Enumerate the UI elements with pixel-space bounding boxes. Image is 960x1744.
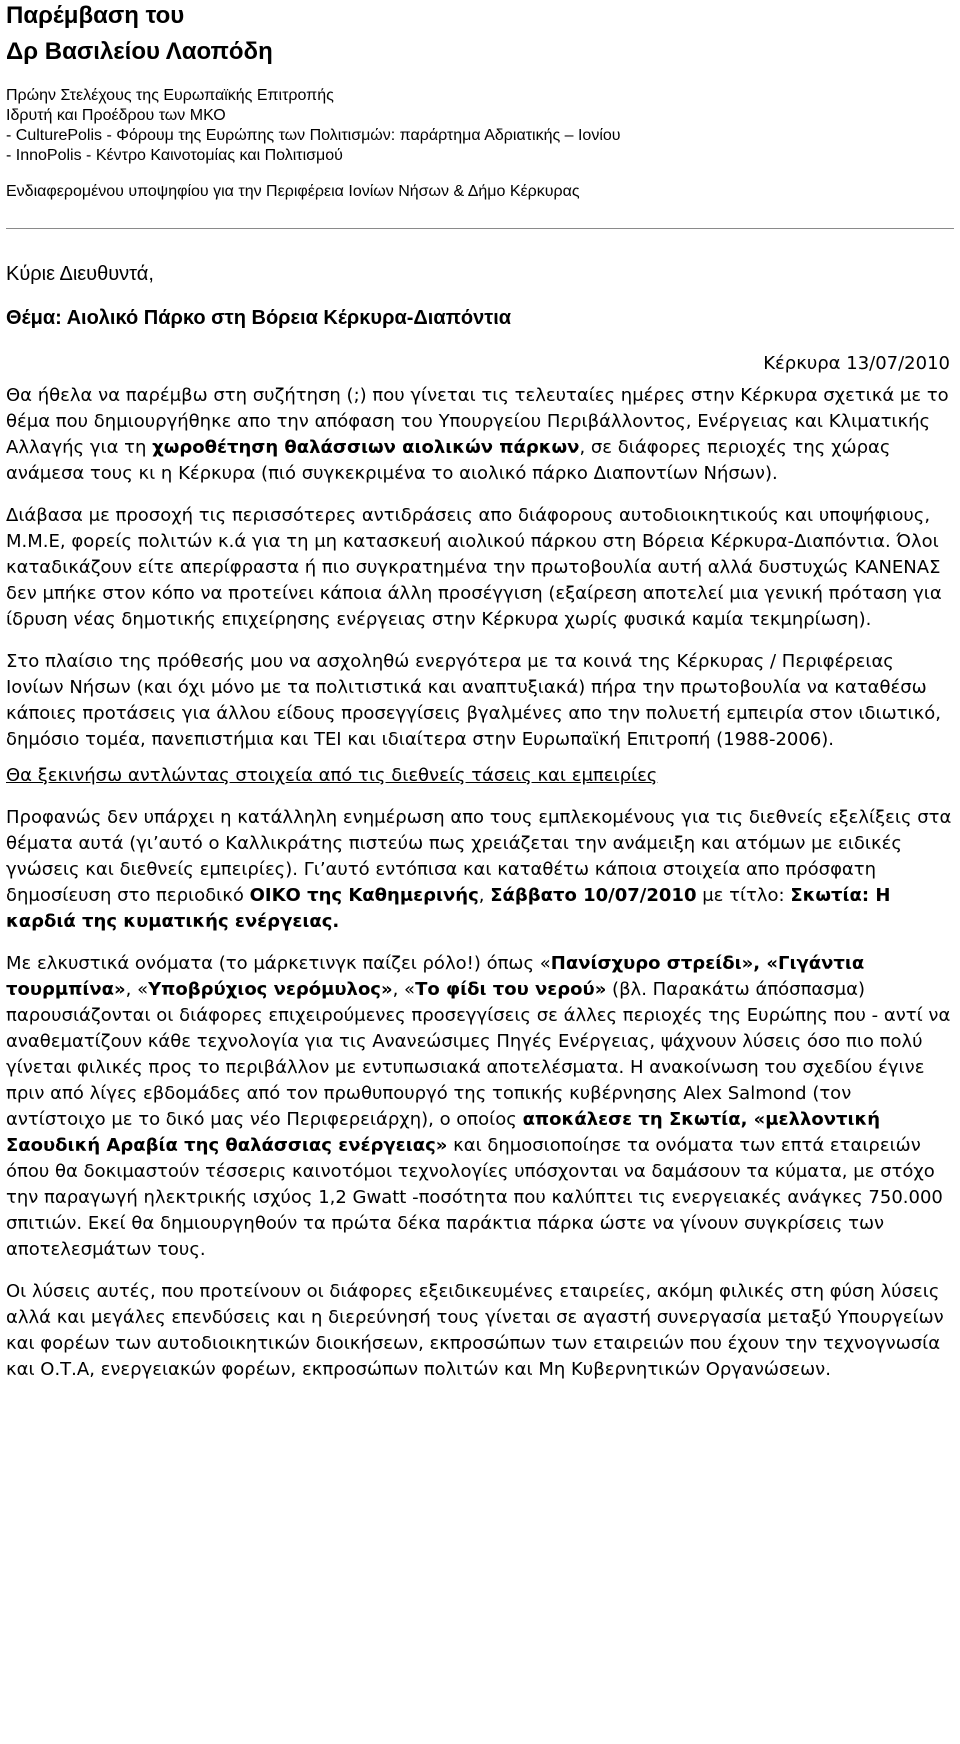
candidate-interest: Ενδιαφερομένου υποψηφίου για την Περιφέρεια Ιονίων Νήσων & Δήμο Κέρκυρας xyxy=(6,183,580,200)
bold-phrase: Το φίδι του νερού» xyxy=(415,979,607,1000)
section-heading: Θα ξεκινήσω αντλώντας στοιχεία από τις διεθνείς τάσεις και εμπειρίες xyxy=(6,765,658,786)
bold-phrase: Σκωτία: Η καρδιά της κυματικής ενέργειας. xyxy=(6,885,891,932)
role-line: Πρώην Στελέχους της Ευρωπαϊκής Επιτροπής xyxy=(6,87,334,104)
header-divider xyxy=(6,228,954,229)
bold-phrase: ΟΙΚΟ της Καθημερινής xyxy=(249,885,479,906)
bold-phrase: αποκάλεσε τη Σκωτία, «μελλοντική Σαουδική Αραβία της θαλάσσιας ενέργειας» xyxy=(6,1109,881,1156)
document-page xyxy=(6,0,954,1383)
bold-phrase: Σάββατο 10/07/2010 xyxy=(490,885,697,906)
role-line: Ιδρυτή και Προέδρου των ΜΚΟ xyxy=(6,107,226,124)
paragraph-initiative: Στο πλαίσιο της πρόθεσής μου να ασχοληθώ ενεργότερα με τα κοινά της Κέρκυρας / Περιφέρειας Ιονίων Νήσων (και όχι μόνο με τα πολιτιστικά και αναπτυξιακά) πήρα την πρωτοβουλία να καταθέσω κάποιες προτάσεις για άλλου είδους προσεγγίσεις βγαλμένες απο την πολυετή εμπειρία στον ιδιωτικό, δημόσιο τομέα, πανεπιστήμια και ΤΕΙ και ιδιαίτερα στην Ευρωπαϊκή Επιτροπή (1988-2006). xyxy=(6,651,941,750)
title-line-1: Παρέμβαση του xyxy=(6,2,185,29)
paragraph-intro: Θα ήθελα να παρέμβω στη συζήτηση (;) που γίνεται τις τελευταίες ημέρες στην Κέρκυρα σχετικά με το θέμα που δημιουργήθηκε απο την απόφαση του Υπουργείου Περιβάλλοντος, Ενέργειας και Κλιματικής Αλλαγής για τη χωροθέτηση θαλάσσιων αιολικών πάρκων, σε διάφορες περιοχές της χώρας ανάμεσα τους κι η Κέρκυρα (πιό συγκεκριμένα το αιολικό πάρκο Διαποντίων Νήσων). xyxy=(6,385,949,484)
letter-subject: Θέμα: Αιολικό Πάρκο στη Βόρεια Κέρκυρα-Διαπόντια xyxy=(6,307,512,329)
bold-phrase: Πανίσχυρο στρείδι», «Γιγάντια τουρμπίνα» xyxy=(6,953,865,1000)
paragraph-reactions: Διάβασα με προσοχή τις περισσότερες αντιδράσεις απο διάφορους αυτοδιοικητικούς και υποψήφιους, Μ.Μ.Ε, φορείς πολιτών κ.ά για τη μη κατασκευή αιολικού πάρκου στη Βόρεια Κέρκυρα-Διαπόντια. Όλοι καταδικάζουν είτε απερίφραστα ή πιο συγκρατημένα την πρωτοβουλία αυτή αλλά δυστυχώς ΚΑΝΕΝΑΣ δεν μπήκε στον κόπο να προτείνει κάποια άλλη προσέγγιση (εξαίρεση αποτελεί μια γενική πρόταση για ίδρυση νέας δημοτικής επιχείρησης ενέργειας στην Κέρκυρα χωρίς φυσικά καμία τεκμηρίωση). xyxy=(6,505,942,630)
paragraph-scotland: Με ελκυστικά ονόματα (το μάρκετινγκ παίζει ρόλο!) όπως «Πανίσχυρο στρείδι», «Γιγάντια τουρμπίνα», «Υποβρύχιος νερόμυλος», «Το φίδι του νερού» (βλ. Παρακάτω άπόσπασμα) παρουσιάζονται οι διάφορες επιχειρούμενες προσεγγίσεις σε άλλες περιοχές της Ευρώπης που - αντί να αναθεματίζουν κάθε τεχνολογία για τις Ανανεώσιμες Πηγές Ενέργειας, ψάχνουν λύσεις όσο πιο πολύ γίνεται φιλικές προς το περιβάλλον με εντυπωσιακά αποτελέσματα. Η ανακοίνωση του σχεδίου έγινε πριν από λίγες εβδομάδες από τον πρωθυπουργό της τοπικής κυβέρνησης Alex Salmond (τον αντίστοιχο με το δικό μας νέο Περιφερειάρχη), ο οποίος αποκάλεσε τη Σκωτία, «μελλοντική Σαουδική Αραβία της θαλάσσιας ενέργειας» και δημοσιοποίησε τα ονόματα των επτά εταιρειών όπου θα δοκιμαστούν τέσσερις καινοτόμοι τεχνολογίες υπόσχονται να δαμάσουν τα κύματα, με στόχο την παραγωγή ηλεκτρικής ισχύος 1,2 Gwatt -ποσότητα που καλύπτει τις ενεργειακές ανάγκες 750.000 σπιτιών. Εκεί θα δημιουργηθούν τα πρώτα δέκα παράκτια πάρκα ώστε να γίνουν συγκρίσεις των αποτελεσμάτων τους. xyxy=(6,953,951,1260)
salutation: Κύριε Διευθυντά, xyxy=(6,263,154,285)
letter-date: Κέρκυρα 13/07/2010 xyxy=(763,353,950,374)
paragraph-international: Προφανώς δεν υπάρχει η κατάλληλη ενημέρωση απο τους εμπλεκομένους για τις διεθνείς εξελίξεις στα θέματα αυτά (γι’αυτό ο Καλλικράτης πιστεύω πως χρειάζεται την ανάμειξη και ατόμων με ειδικές γνώσεις και διεθνείς εμπειρίες). Γι’αυτό εντόπισα και καταθέτω κάποια στοιχεία απο πρόσφατη δημοσίευση στο περιοδικό ΟΙΚΟ της Καθημερινής, Σάββατο 10/07/2010 με τίτλο: Σκωτία: Η καρδιά της κυματικής ενέργειας. xyxy=(6,807,952,932)
bold-phrase: χωροθέτηση θαλάσσιων αιολικών πάρκων xyxy=(152,437,580,458)
paragraph-solutions: Οι λύσεις αυτές, που προτείνουν οι διάφορες εξειδικευμένες εταιρείες, ακόμη φιλικές στη φύση λύσεις αλλά και μεγάλες επενδύσεις και η διερεύνησή τους γίνεται σε αγαστή συνεργασία μεταξύ Υπουργείων και φορέων των αυτοδιοικητικών διοικήσεων, εκπροσώπων των εταιρειών που έχουν την τεχνογνωσία και Ο.Τ.Α, ενεργειακών φορέων, εκπροσώπων πολιτών και Μη Κυβερνητικών Οργανώσεων. xyxy=(6,1281,944,1380)
author-name: Δρ Βασιλείου Λαοπόδη xyxy=(6,38,273,65)
role-line: - InnoPolis - Κέντρο Καινοτομίας και Πολιτισμού xyxy=(6,147,343,164)
bold-phrase: Υποβρύχιος νερόμυλος» xyxy=(148,979,393,1000)
role-line: - CulturePolis - Φόρουμ της Ευρώπης των Πολιτισμών: παράρτημα Αδριατικής – Ιονίου xyxy=(6,127,621,144)
author-roles xyxy=(6,86,954,166)
